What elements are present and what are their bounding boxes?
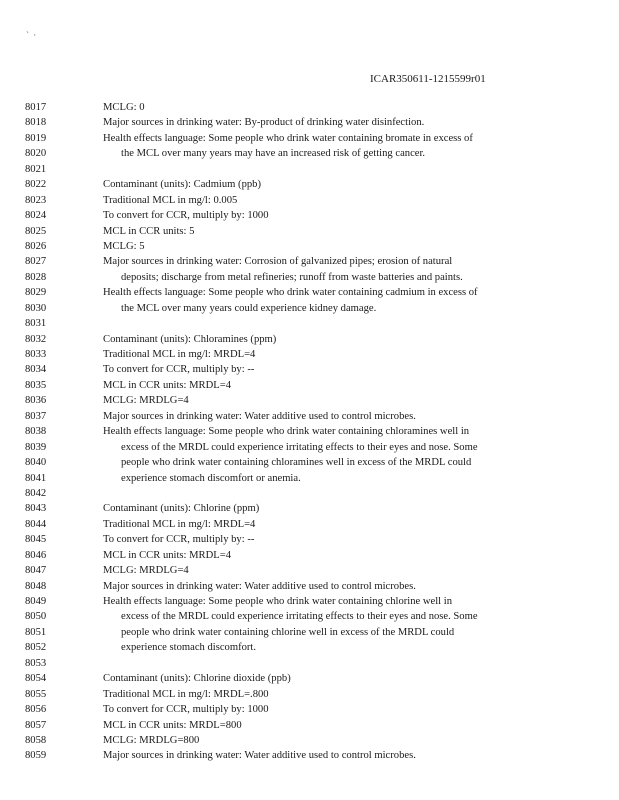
line-text: Contaminant (units): Chlorine (ppm): [103, 503, 260, 515]
text-line: [0, 702, 619, 717]
line-number: 8035: [25, 379, 47, 391]
line-text: Major sources in drinking water: By-product of drinking water disinfection.: [103, 117, 425, 129]
text-line: [0, 409, 619, 424]
line-number: 8050: [25, 611, 47, 623]
text-line: [0, 656, 619, 671]
line-number: 8041: [25, 472, 47, 484]
text-line: [0, 517, 619, 532]
line-number: 8039: [25, 441, 47, 453]
line-number: 8036: [25, 395, 47, 407]
text-line: [0, 162, 619, 177]
line-text: To convert for CCR, multiply by: 1000: [103, 210, 269, 222]
text-line: [0, 748, 619, 763]
line-number: 8048: [25, 580, 47, 592]
line-text: Major sources in drinking water: Corrosion of galvanized pipes; erosion of natural: [103, 256, 453, 268]
text-line: [0, 455, 619, 470]
line-text: people who drink water containing chlorine well in excess of the MRDL could: [121, 626, 455, 638]
line-number: 8047: [25, 565, 47, 577]
line-text: experience stomach discomfort.: [121, 642, 257, 654]
text-line: [0, 625, 619, 640]
text-line: [0, 440, 619, 455]
text-line: [0, 208, 619, 223]
line-number: 8049: [25, 596, 47, 607]
line-text: Major sources in drinking water: Water additive used to control microbes.: [103, 750, 416, 762]
line-number: 8017: [25, 102, 47, 113]
line-text: Traditional MCL in mg/l: MRDL=4: [103, 349, 256, 360]
line-number: 8030: [25, 302, 47, 314]
line-text: excess of the MRDL could experience irritating effects to their eyes and nose. Some: [121, 441, 478, 453]
line-number: 8052: [25, 642, 47, 654]
line-number: 8023: [25, 194, 47, 206]
document-id: ICAR350611-1215599r01: [370, 73, 486, 85]
line-number: 8042: [25, 487, 47, 499]
text-line: [0, 594, 619, 609]
line-text: the MCL over many years could experience kidney damage.: [121, 302, 377, 314]
line-text: To convert for CCR, multiply by: --: [103, 364, 255, 376]
text-line: [0, 548, 619, 563]
text-line: [0, 718, 619, 733]
text-line: [0, 609, 619, 624]
line-number: 8057: [25, 719, 47, 731]
text-line: [0, 532, 619, 547]
text-line: [0, 193, 619, 208]
line-text: Major sources in drinking water: Water additive used to control microbes.: [103, 580, 416, 592]
line-text: experience stomach discomfort or anemia.: [121, 472, 301, 484]
line-text: MCL in CCR units: MRDL=800: [103, 719, 242, 731]
line-text: Traditional MCL in mg/l: MRDL=4: [103, 518, 256, 530]
text-line: [0, 471, 619, 486]
text-line: [0, 177, 619, 192]
text-line: [0, 146, 619, 161]
line-text: Major sources in drinking water: Water additive used to control microbes.: [103, 410, 416, 422]
text-line: [0, 579, 619, 594]
line-text: Health effects language: Some people who drink water containing chlorine well in: [103, 596, 452, 607]
line-number: 8054: [25, 673, 47, 685]
text-line: [0, 254, 619, 269]
line-number: 8028: [25, 271, 47, 283]
line-text: To convert for CCR, multiply by: 1000: [103, 704, 269, 716]
line-number: 8058: [25, 734, 47, 746]
line-number: 8021: [25, 163, 47, 175]
text-line: [0, 239, 619, 254]
line-number: 8043: [25, 503, 47, 515]
text-line: [0, 285, 619, 300]
text-line: [0, 378, 619, 393]
line-number: 8020: [25, 148, 47, 160]
text-line: [0, 501, 619, 516]
line-number: 8024: [25, 210, 47, 222]
line-number: 8018: [25, 117, 47, 129]
line-text: Traditional MCL in mg/l: MRDL=.800: [103, 688, 269, 700]
line-text: Contaminant (units): Chloramines (ppm): [103, 333, 277, 345]
line-text: Health effects language: Some people who drink water containing bromate in excess of: [103, 132, 473, 144]
text-line: [0, 362, 619, 377]
line-text: Traditional MCL in mg/l: 0.005: [103, 194, 238, 206]
text-line: [0, 115, 619, 130]
line-text: MCLG: MRDLG=4: [103, 395, 189, 407]
line-text: Contaminant (units): Cadmium (ppb): [103, 179, 262, 191]
line-text: MCLG: 0: [103, 102, 145, 113]
line-number: 8031: [25, 318, 47, 330]
line-text: MCL in CCR units: MRDL=4: [103, 379, 232, 391]
text-line: [0, 424, 619, 439]
text-line: [0, 270, 619, 285]
line-number: 8045: [25, 534, 47, 546]
line-number: 8019: [25, 132, 47, 144]
text-line: [0, 640, 619, 655]
line-text: excess of the MRDL could experience irritating effects to their eyes and nose. Some: [121, 611, 478, 623]
line-text: MCL in CCR units: 5: [103, 225, 195, 237]
line-number: 8040: [25, 457, 47, 469]
line-number: 8056: [25, 704, 47, 716]
line-number: 8032: [25, 333, 47, 345]
line-number: 8051: [25, 626, 47, 638]
text-line: [0, 301, 619, 316]
text-line: [0, 393, 619, 408]
line-number: 8025: [25, 225, 47, 237]
line-number: 8026: [25, 240, 47, 252]
line-number: 8055: [25, 688, 47, 700]
text-line: [0, 224, 619, 239]
line-text: MCLG: 5: [103, 240, 145, 252]
line-number: 8053: [25, 657, 47, 669]
line-number: 8038: [25, 426, 47, 438]
line-numbered-text: [0, 100, 619, 764]
line-number: 8027: [25, 256, 47, 268]
text-line: [0, 486, 619, 501]
text-line: [0, 332, 619, 347]
line-text: the MCL over many years may have an increased risk of getting cancer.: [121, 148, 426, 160]
text-line: [0, 687, 619, 702]
line-text: MCL in CCR units: MRDL=4: [103, 549, 232, 561]
line-number: 8022: [25, 179, 47, 191]
line-text: To convert for CCR, multiply by: --: [103, 534, 255, 546]
text-line: [0, 733, 619, 748]
text-line: [0, 131, 619, 146]
line-text: MCLG: MRDLG=800: [103, 734, 200, 746]
line-text: people who drink water containing chloramines well in excess of the MRDL could: [121, 457, 472, 469]
line-number: 8059: [25, 750, 47, 762]
text-line: [0, 671, 619, 686]
line-number: 8033: [25, 349, 47, 360]
line-text: deposits; discharge from metal refineries; runoff from waste batteries and paints.: [121, 271, 463, 283]
text-line: [0, 347, 619, 362]
line-text: Contaminant (units): Chlorine dioxide (ppb): [103, 673, 291, 685]
text-line: [0, 563, 619, 578]
line-number: 8029: [25, 287, 47, 299]
line-number: 8034: [25, 364, 47, 376]
text-line: [0, 316, 619, 331]
line-number: 8037: [25, 410, 47, 422]
line-number: 8044: [25, 518, 47, 530]
line-text: Health effects language: Some people who drink water containing chloramines well in: [103, 426, 470, 438]
line-text: Health effects language: Some people who drink water containing cadmium in excess of: [103, 287, 478, 299]
line-number: 8046: [25, 549, 47, 561]
text-line: [0, 100, 619, 115]
corner-mark: ` ·: [26, 30, 38, 40]
line-text: MCLG: MRDLG=4: [103, 565, 189, 577]
